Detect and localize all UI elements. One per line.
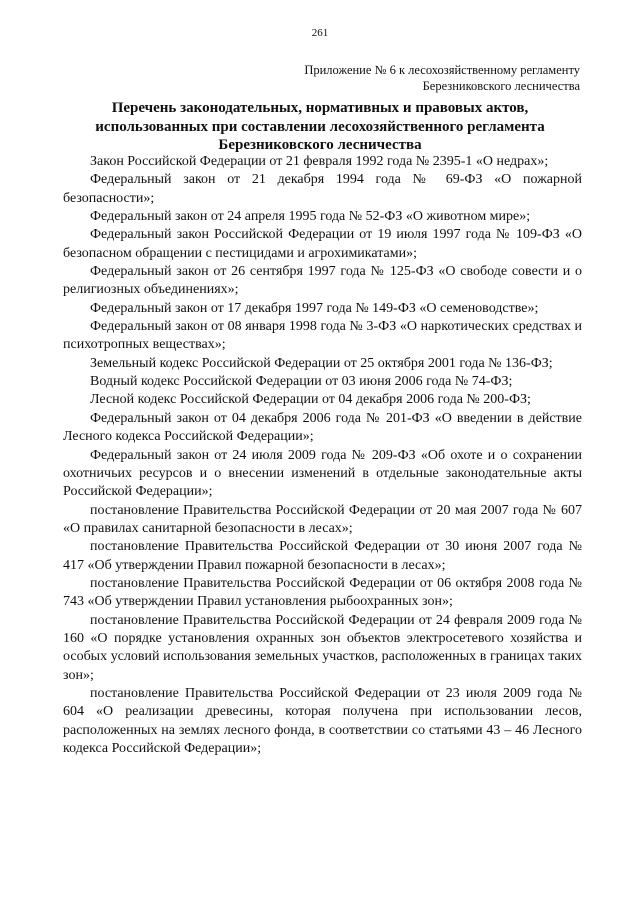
act-item: Федеральный закон от 08 января 1998 года № 3-ФЗ «О наркотических средствах и психотропных веществах»; [63,319,582,353]
act-item: Федеральный закон Российской Федерации от 19 июля 1997 года № 109-ФЗ «О безопасном обращении с пестицидами и агрохимикатами»; [63,227,582,261]
appendix-line: Березниковского лесничества [422,78,580,93]
act-item: постановление Правительства Российской Федерации от 06 октября 2008 года № 743 «Об утверждении Правил установления рыбоохранных зон»; [63,575,582,610]
act-item: Закон Российской Федерации от 21 февраля 1992 года № 2395-1 «О недрах»; [90,154,549,169]
act-item: постановление Правительства Российской Федерации от 20 мая 2007 года № 607 «О правилах санитарной безопасности в лесах»; [63,502,582,536]
act-item: Лесной кодекс Российской Федерации от 04 декабря 2006 года № 200-ФЗ; [90,392,531,408]
act-item: Федеральный закон от 24 июля 2009 года № 209-ФЗ «Об охоте и о сохранении охотничьих ресурсов и о внесении изменений в отдельные законодательные акты Российской Федерации»; [63,447,582,500]
document-title [40,99,600,155]
act-item: Земельный кодекс Российской Федерации от 25 октября 2001 года № 136-ФЗ; [90,355,553,371]
title-line: Березниковского лесничества [218,137,422,153]
act-item: постановление Правительства Российской Федерации от 24 февраля 2009 года № 160 «О порядке установления охранных зон объектов электросетевого хозяйства и особых условий использования земельных участков, расположенных в границах таких зон»; [63,612,582,683]
title-line: использованных при составлении лесохозяйственного регламента [95,118,545,135]
appendix-note [304,63,580,94]
act-item: Федеральный закон от 17 декабря 1997 года № 149-ФЗ «О семеноводстве»; [90,300,539,316]
act-item: постановление Правительства Российской Федерации от 30 июня 2007 года № 417 «Об утверждении Правил пожарной безопасности в лесах»; [63,539,582,573]
act-item: Федеральный закон от 21 декабря 1994 года № 69-ФЗ «О пожарной безопасности»; [63,172,582,206]
act-item: Федеральный закон от 04 декабря 2006 года № 201-ФЗ «О введении в действие Лесного кодекса Российской Федерации»; [63,410,582,445]
act-item: постановление Правительства Российской Федерации от 23 июля 2009 года № 604 «О реализации древесины, которая получена при использовании лесов, расположенных на землях лесного фонда, в соответствии со статьями 43 – 46 Лесного кодекса Российской Федерации»; [63,685,582,756]
page-number: 261 [311,27,329,39]
act-item: Федеральный закон от 24 апреля 1995 года № 52-ФЗ «О животном мире»; [90,209,531,225]
acts-list [63,153,582,758]
appendix-line: Приложение № 6 к лесохозяйственному регламенту [304,63,580,77]
act-item: Федеральный закон от 26 сентября 1997 года № 125-ФЗ «О свободе совести и о религиозных объединениях»; [63,264,582,298]
title-line: Перечень законодательных, нормативных и правовых актов, [111,100,529,116]
act-item: Водный кодекс Российской Федерации от 03 июня 2006 года № 74-ФЗ; [90,374,513,390]
